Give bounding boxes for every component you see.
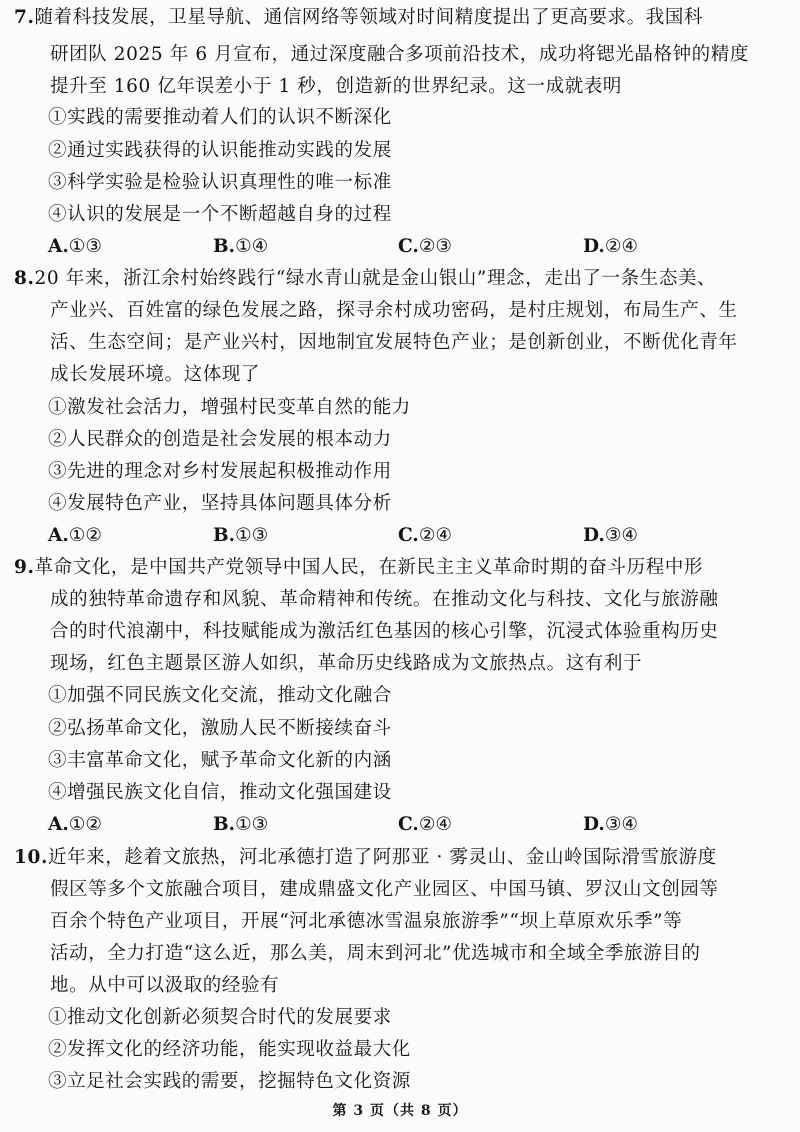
choice-b[interactable]: B.①④ xyxy=(213,236,269,257)
choice-a[interactable]: A.①③ xyxy=(48,236,102,257)
choice-c[interactable]: C.②③ xyxy=(398,236,453,257)
question-stem-line: 成长发展环境。这体现了 xyxy=(50,364,261,385)
statement-option: ③先进的理念对乡村发展起积极推动作用 xyxy=(48,461,392,482)
question-stem-line: 8.20 年来，浙江余村始终践行“绿水青山就是金山银山”理念，走出了一条生态美、 xyxy=(14,268,717,289)
question-stem-line: 产业兴、百姓富的绿色发展之路，探寻余村成功密码，是村庄规划，布局生产、生 xyxy=(50,300,738,321)
choice-d[interactable]: D.②④ xyxy=(583,236,638,257)
question-stem-line: 10.近年来，趁着文旅热，河北承德打造了阿那亚 · 雾灵山、金山岭国际滑雪旅游度 xyxy=(14,847,717,868)
answer-choices xyxy=(48,812,768,838)
choice-a[interactable]: A.①② xyxy=(48,814,102,835)
statement-option: ②人民群众的创造是社会发展的根本动力 xyxy=(48,429,392,450)
answer-choices xyxy=(48,234,768,260)
question-stem-line: 地。从中可以汲取的经验有 xyxy=(50,975,280,996)
page-number-footer: 第 3 页（共 8 页） xyxy=(332,1103,468,1119)
choice-c[interactable]: C.②④ xyxy=(398,525,453,546)
statement-option: ③立足社会实践的需要，挖掘特色文化资源 xyxy=(48,1071,411,1092)
question-number: 9. xyxy=(14,557,35,578)
question-stem-line: 合的时代浪潮中，科技赋能成为激活红色基因的核心引擎，沉浸式体验重构历史 xyxy=(50,621,719,642)
choice-d[interactable]: D.③④ xyxy=(583,525,638,546)
choice-a[interactable]: A.①② xyxy=(48,525,102,546)
statement-option: ②通过实践获得的认识能推动实践的发展 xyxy=(48,140,392,161)
choice-b[interactable]: B.①③ xyxy=(213,525,269,546)
question-stem-line: 假区等多个文旅融合项目，建成鼎盛文化产业园区、中国马镇、罗汉山文创园等 xyxy=(50,879,719,900)
question-number: 7. xyxy=(14,7,35,28)
statement-option: ②弘扬革命文化，激励人民不断接续奋斗 xyxy=(48,718,392,739)
statement-option: ②发挥文化的经济功能，能实现收益最大化 xyxy=(48,1039,411,1060)
question-number: 10. xyxy=(14,847,48,868)
statement-option: ④认识的发展是一个不断超越自身的过程 xyxy=(48,204,392,225)
statement-option: ③科学实验是检验认识真理性的唯一标准 xyxy=(48,172,392,193)
question-stem-line: 9.革命文化，是中国共产党领导中国人民，在新民主主义革命时期的奋斗历程中形 xyxy=(14,557,704,578)
statement-option: ①加强不同民族文化交流，推动文化融合 xyxy=(48,685,392,706)
question-stem-line: 现场，红色主题景区游人如织，革命历史线路成为文旅热点。这有利于 xyxy=(50,653,643,674)
statement-option: ④发展特色产业，坚持具体问题具体分析 xyxy=(48,493,392,514)
statement-option: ④增强民族文化自信，推动文化强国建设 xyxy=(48,782,392,803)
choice-b[interactable]: B.①③ xyxy=(213,814,269,835)
choice-c[interactable]: C.②④ xyxy=(398,814,453,835)
question-stem-line: 活动，全力打造“这么近，那么美，周末到河北”优选城市和全域全季旅游目的 xyxy=(50,943,701,964)
question-stem-line: 百余个特色产业项目，开展“河北承德冰雪温泉旅游季”“坝上草原欢乐季”等 xyxy=(50,911,683,932)
question-stem-line: 成的独特革命遗存和风貌、革命精神和传统。在推动文化与科技、文化与旅游融 xyxy=(50,589,719,610)
question-number: 8. xyxy=(14,268,35,289)
question-stem-line: 研团队 2025 年 6 月宣布，通过深度融合多项前沿技术，成功将锶光晶格钟的精度 xyxy=(50,44,749,65)
statement-option: ①实践的需要推动着人们的认识不断深化 xyxy=(48,107,392,128)
statement-option: ①激发社会活力，增强村民变革自然的能力 xyxy=(48,397,411,418)
choice-d[interactable]: D.③④ xyxy=(583,814,638,835)
question-stem-line: 7.随着科技发展，卫星导航、通信网络等领域对时间精度提出了更高要求。我国科 xyxy=(14,7,704,28)
answer-choices xyxy=(48,523,768,549)
question-stem-line: 提升至 160 亿年误差小于 1 秒，创造新的世界纪录。这一成就表明 xyxy=(50,76,623,97)
statement-option: ③丰富革命文化，赋予革命文化新的内涵 xyxy=(48,750,392,771)
question-stem-line: 活、生态空间；是产业兴村，因地制宜发展特色产业；是创新创业，不断优化青年 xyxy=(50,332,738,353)
statement-option: ①推动文化创新必须契合时代的发展要求 xyxy=(48,1007,392,1028)
